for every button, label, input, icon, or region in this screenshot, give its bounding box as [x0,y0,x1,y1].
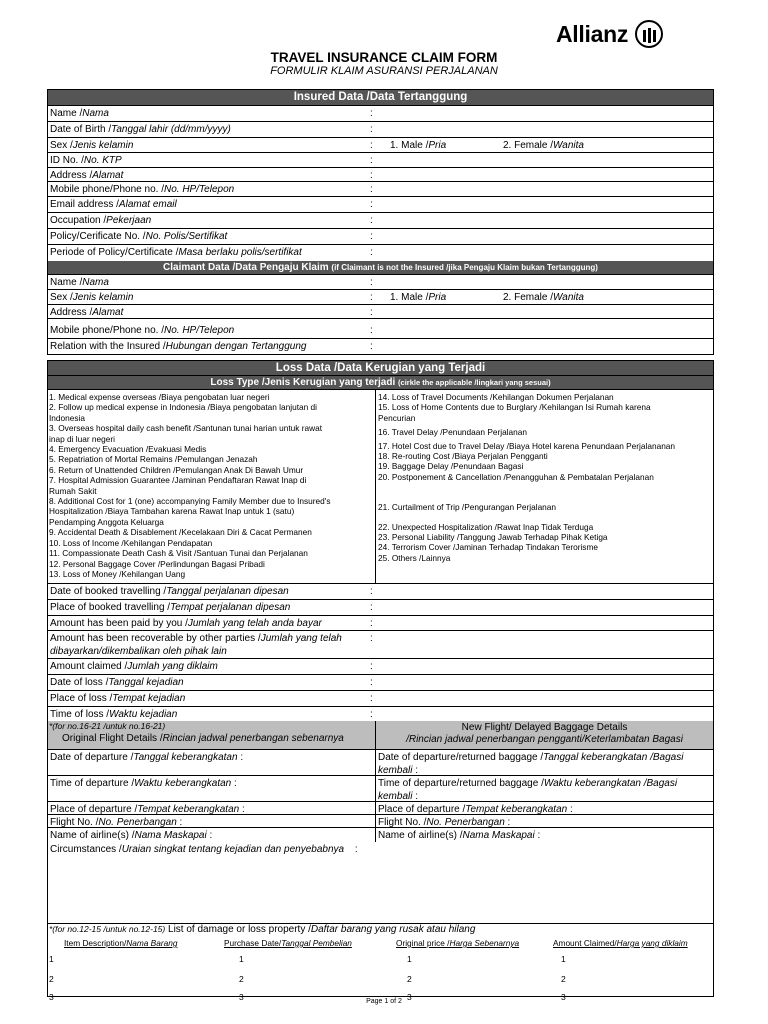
label-en: Date of loss / [50,677,109,688]
flight-details-header [48,721,713,750]
sex-option-male[interactable] [390,139,446,152]
header-en: Original price / [396,938,450,948]
loss-type-item[interactable]: 14. Loss of Travel Documents /Kehilangan Dokumen Perjalanan [378,392,614,402]
field-colon: : [370,292,373,303]
label-en: Name / [50,277,83,288]
loss-field-row[interactable] [48,616,713,631]
loss-type-item[interactable]: 6. Return of Unattended Children /Pemulangan Anak Di Bawah Umur [49,464,304,475]
label-en: Mobile phone/Phone no. / [50,325,164,336]
female-en: 2. Female / [503,140,554,151]
field-label [50,230,227,243]
field-label [50,123,231,136]
loss-field-row[interactable] [48,675,713,691]
label-en: Date of departure / [50,752,134,763]
label-en: Address / [50,307,93,318]
property-row-number[interactable]: 2 [49,974,54,984]
label-en: Amount has been recoverable by other parties / [50,633,261,644]
male-id: Pria [428,140,447,151]
new-flight-id: /Rincian jadwal penerbangan pengganti/Keterlambatan Bagasi [406,734,683,745]
label-id: Hubungan dengan Tertanggung [165,341,307,352]
insured-field-row[interactable] [48,213,713,229]
loss-type-item[interactable]: Pencurian [378,412,416,423]
property-row-number[interactable]: 2 [407,974,412,984]
insured-field-row[interactable] [48,182,713,197]
property-column-header [224,938,352,948]
label-id: Tempat kejadian [112,693,186,704]
field-colon: : [370,247,373,258]
loss-field-row[interactable] [48,584,713,600]
loss-type-item[interactable]: 18. Re-routing Cost /Biaya Perjalan Pengganti [378,451,548,462]
new-flight-field[interactable] [378,751,683,777]
label-id: Jenis kelamin [72,292,134,303]
loss-field-row[interactable] [48,600,713,616]
label-id: Pekerjaan [106,215,152,226]
label-id: Masa berlaku polis/sertifikat [178,247,302,258]
label-en: Time of departure / [50,778,135,789]
loss-type-item[interactable]: 22. Unexpected Hospitalization /Rawat Inap Tidak Terduga [378,521,594,532]
field-label [50,139,133,152]
label-id: Nama [82,277,109,288]
field-label [50,154,122,167]
loss-field-row[interactable] [48,631,713,659]
original-flight-field[interactable] [50,829,212,842]
loss-type-item[interactable]: 15. Loss of Home Contents due to Burglary /Kehilangan Isi Rumah karena [378,402,651,413]
label-id: Nama Maskapai [134,830,207,841]
insured-field-row[interactable] [48,197,713,213]
header-id: Harga Sebenarnya [449,938,520,948]
field-colon: : [370,140,373,151]
field-colon: : [370,661,373,672]
loss-type-note: (cirkle the applicable /lingkari yang sesuai) [398,378,551,387]
label-id: No. Polis/Sertifikat [145,231,228,242]
label-en: Date of departure/returned baggage / [378,752,544,763]
field-colon: : [534,830,541,841]
loss-type-item[interactable]: 9. Accidental Death & Disablement /Kecelakaan Diri & Cacat Permanen [49,527,312,538]
field-colon: : [370,677,373,688]
claimant-field-row[interactable] [48,319,713,339]
field-colon: : [370,215,373,226]
loss-type-title: Loss Type /Jenis Kerugian yang terjadi [210,377,396,388]
male-en: 1. Male / [390,140,429,151]
label-en: Place of departure / [378,804,466,815]
label-en: Periode of Policy/Certificate / [50,247,179,258]
label-en: Address / [50,170,93,181]
label-id: Tanggal perjalanan dipesan [166,586,289,597]
circumstances-label [50,844,358,855]
insured-field-row[interactable] [48,245,713,261]
loss-type-item[interactable]: 8. Additional Cost for 1 (one) accompanying Family Member due to Insured's [49,496,331,507]
property-row-number[interactable]: 1 [561,954,566,964]
loss-type-item[interactable]: 16. Travel Delay /Penundaan Perjalanan [378,427,527,438]
field-label [50,198,177,211]
field-colon: : [231,778,237,789]
label-id: Alamat [92,170,124,181]
field-colon: : [370,586,373,597]
claimant-header-title: Claimant Data /Data Pengaju Klaim [163,262,329,273]
original-flight-en: Original Flight Details / [62,733,163,744]
loss-type-item[interactable]: 19. Baggage Delay /Penundaan Bagasi [378,461,524,472]
label-en: Name of airline(s) / [378,830,463,841]
property-note: *(for no.12-15 /untuk no.12-15) [49,924,166,934]
label-en: ID No. / [50,155,84,166]
property-row-number[interactable]: 2 [561,974,566,984]
loss-type-item[interactable]: 21. Curtailment of Trip /Pengurangan Perjalanan [378,502,557,513]
field-colon: : [239,804,245,815]
label-en: Sex / [50,292,73,303]
label-id: Jumlah yang diklaim [127,661,218,672]
sex-option-male[interactable] [390,291,446,304]
original-flight-field[interactable] [50,777,237,790]
header-id: Tanggal Pembelian [281,938,352,948]
claimant-data-header [48,261,713,275]
label-id: Tempat keberangkatan [465,804,568,815]
label-id: No. Penerbangan [426,817,505,828]
brand-name: Allianz [556,20,629,47]
label-en: Place of booked travelling / [50,602,171,613]
field-label [50,107,109,120]
label-en: Occupation / [50,215,107,226]
loss-type-item[interactable]: 2. Follow up medical expense in Indonesia /Biaya pengobatan lanjutan di [49,402,317,413]
property-row-number[interactable]: 1 [49,954,54,964]
property-row-number[interactable]: 3 [407,992,412,1002]
field-label [50,585,289,598]
header-en: Amount Claimed/ [553,938,617,948]
loss-type-item[interactable]: 5. Repatriation of Mortal Remains /Pemulangan Jenazah [49,454,258,465]
field-label [50,340,307,353]
label-en: Date of Birth / [50,124,112,135]
loss-type-item[interactable]: Indonesia [49,412,85,423]
loss-data-header: Loss Data /Data Kerugian yang Terjadi [48,361,713,376]
field-colon: : [370,124,373,135]
insured-field-row[interactable] [48,168,713,182]
field-label [50,660,218,673]
field-colon: : [370,307,373,318]
label-en: Relation with the Insured / [50,341,166,352]
field-colon: : [370,184,373,195]
label-en: Flight No. / [50,817,99,828]
allianz-logo [556,18,663,50]
loss-type-item[interactable]: 12. Personal Baggage Cover /Perlindungan Bagasi Pribadi [49,558,265,569]
circumstances-colon: : [354,844,358,855]
label-en: Name of airline(s) / [50,830,135,841]
label-en: Place of loss / [50,693,113,704]
field-colon: : [370,633,373,644]
new-flight-field[interactable] [378,777,677,803]
label-en: Policy/Cerificate No. / [50,231,146,242]
property-title-id: Daftar barang yang rusak atau hilang [310,924,476,935]
new-flight-en: New Flight/ Delayed Baggage Details [461,722,628,733]
loss-type-list [48,390,713,584]
field-label [50,632,342,658]
insured-field-row[interactable] [48,138,713,153]
field-colon: : [370,709,373,720]
label-en: Sex / [50,140,73,151]
field-colon: : [370,108,373,119]
field-label [50,183,234,196]
field-label [50,692,185,705]
label-id: No. KTP [83,155,122,166]
label-id: Waktu keberangkatan [134,778,232,789]
field-label [50,306,123,319]
loss-field-row[interactable] [48,691,713,707]
new-flight-field[interactable] [378,829,540,842]
flight-detail-row [48,802,713,815]
label-en: Email address / [50,199,119,210]
label-en: Time of loss / [50,709,110,720]
loss-type-item[interactable]: inap di luar negeri [49,433,115,444]
property-row-number[interactable]: 1 [239,954,244,964]
field-colon: : [567,804,573,815]
property-column-header [64,938,177,948]
field-colon: : [412,765,419,776]
flight-details-note: *(for no.16-21 /untuk no.16-21) [49,721,166,731]
field-label [50,324,234,337]
field-colon: : [370,602,373,613]
claimant-header-note: (if Claimant is not the Insured /jika Pengaju Klaim bukan Tertanggung) [331,263,598,272]
insured-field-row[interactable] [48,153,713,168]
property-title-en: List of damage or loss property / [165,924,311,935]
label-en: Amount claimed / [50,661,128,672]
label-id-cont: kembali [378,791,413,802]
field-colon: : [370,693,373,704]
label-id: Tanggal keberangkatan /Bagasi [543,752,684,763]
label-id: Alamat [92,307,124,318]
label-id: Nama [82,108,109,119]
flight-detail-row [48,815,713,828]
property-row-number[interactable]: 3 [561,992,566,1002]
loss-type-item[interactable]: 17. Hotel Cost due to Travel Delay /Biaya Hotel karena Penundaan Perjalananan [378,440,676,451]
female-id: Wanita [553,140,584,151]
header-id: Nama Barang [126,938,178,948]
header-en: Item Description/ [64,938,127,948]
property-row-number[interactable]: 3 [49,992,54,1002]
loss-type-item[interactable]: 7. Hospital Admission Guarantee /Jaminan Pendaftaran Rawat Inap di [49,475,307,486]
sex-option-female[interactable] [503,291,584,304]
loss-type-item[interactable]: 10. Loss of Income /Kehilangan Pendapatan [49,537,213,548]
property-column-header [396,938,519,948]
claimant-field-row[interactable] [48,305,713,319]
loss-type-item[interactable]: 3. Overseas hospital daily cash benefit /Santunan tunai harian untuk rawat [49,423,323,434]
property-row-number[interactable]: 2 [239,974,244,984]
label-id: Tempat keberangkatan [137,804,240,815]
insured-field-row[interactable] [48,229,713,245]
flight-detail-row [48,750,713,776]
loss-field-row[interactable] [48,659,713,675]
property-column-header [553,938,688,948]
field-colon: : [370,618,373,629]
field-colon: : [176,817,183,828]
property-row-number[interactable]: 1 [407,954,412,964]
label-id: Jumlah yang telah [260,633,342,644]
field-colon: : [237,752,244,763]
label-id: Waktu kejadian [109,709,178,720]
header-id: Harga yang diklaim [616,938,688,948]
loss-type-item[interactable]: 13. Loss of Money /Kehilangan Uang [49,568,186,579]
insured-data-header: Insured Data /Data Tertanggung [48,90,713,106]
original-flight-field[interactable] [50,751,243,764]
circumstances-id: Uraian singkat tentang kejadian dan penyebabnya [121,844,345,855]
field-colon: : [370,170,373,181]
insured-claimant-section [47,89,714,355]
header-en: Purchase Date/ [224,938,282,948]
label-id: Waktu keberangkatan /Bagasi [543,778,678,789]
insured-field-row[interactable] [48,122,713,138]
insured-field-row[interactable] [48,106,713,122]
field-label [50,276,109,289]
label-id: No. HP/Telepon [163,325,235,336]
label-en: Date of booked travelling / [50,586,167,597]
field-label [50,291,133,304]
field-label [50,601,290,614]
property-row-number[interactable]: 3 [239,992,244,1002]
loss-type-item[interactable]: 25. Others /Lainnya [378,552,451,563]
field-colon: : [370,277,373,288]
female-id: Wanita [553,292,584,303]
loss-type-item[interactable]: 11. Compassionate Death Cash & Visit /Santuan Tunai dan Perjalanan [49,548,308,559]
field-label [50,676,184,689]
label-id: Nama Maskapai [462,830,535,841]
property-list [48,924,713,1009]
original-flight-title [62,733,344,744]
label-id: Tempat perjalanan dipesan [170,602,291,613]
flight-detail-row [48,776,713,802]
field-colon: : [370,155,373,166]
field-colon: : [370,341,373,352]
loss-type-item[interactable]: Rumah Sakit [49,485,97,496]
allianz-eagle-icon [635,20,663,48]
claimant-field-row[interactable] [48,290,713,305]
field-label [50,214,151,227]
loss-type-item[interactable]: 24. Terrorism Cover /Jaminan Terhadap Tindakan Terorisme [378,542,598,553]
field-label [50,617,322,630]
field-colon: : [370,325,373,336]
original-flight-id: Rincian jadwal penerbangan sebenarnya [162,733,344,744]
field-colon: : [206,830,213,841]
label-en: Amount has been paid by you / [50,618,188,629]
page-number: Page 1 of 2 [366,998,402,1005]
label-id-cont: kembali [378,765,413,776]
field-label [50,169,123,182]
field-colon: : [370,199,373,210]
field-label [50,708,177,721]
label-id-cont: dibayarkan/dikembalikan oleh pihak lain [50,646,227,657]
field-colon: : [504,817,511,828]
label-id: No. Penerbangan [98,817,177,828]
field-label [50,246,302,259]
female-en: 2. Female / [503,292,554,303]
loss-type-item[interactable]: Hospitalization /Biaya Tambahan karena Rawat Inap untuk 1 (satu) [49,506,295,517]
label-en: Name / [50,108,83,119]
label-id: Jenis kelamin [72,140,134,151]
loss-field-row[interactable] [48,707,713,721]
claimant-field-row[interactable] [48,275,713,290]
label-en: Time of departure/returned baggage / [378,778,544,789]
label-id: Alamat email [118,199,177,210]
loss-type-item[interactable]: 1. Medical expense overseas /Biaya pengobatan luar negeri [49,392,270,402]
field-colon: : [370,231,373,242]
flight-detail-row [48,828,713,842]
loss-type-header [48,376,713,390]
label-id: Jumlah yang telah anda bayar [187,618,322,629]
circumstances-en: Circumstances / [50,844,122,855]
label-en: Mobile phone/Phone no. / [50,184,164,195]
form-subtitle: FORMULIR KLAIM ASURANSI PERJALANAN [270,65,498,77]
male-id: Pria [428,292,447,303]
new-flight-title [376,722,713,746]
label-id: Tanggal kejadian [108,677,184,688]
loss-type-item[interactable]: Pendamping Anggota Keluarga [49,516,164,527]
sex-option-female[interactable] [503,139,584,152]
label-id: Tanggal keberangkatan [133,752,238,763]
claimant-field-row[interactable] [48,339,713,355]
label-id: Tanggal lahir (dd/mm/yyyy) [111,124,231,135]
loss-type-item[interactable]: 4. Emergency Evacuation /Evakuasi Medis [49,444,207,455]
label-en: Place of departure / [50,804,138,815]
label-id: No. HP/Telepon [163,184,235,195]
loss-type-item[interactable]: 23. Personal Liability /Tanggung Jawab Terhadap Pihak Ketiga [378,532,608,543]
circumstances-field[interactable] [48,842,713,924]
male-en: 1. Male / [390,292,429,303]
form-title: TRAVEL INSURANCE CLAIM FORM [270,50,498,65]
loss-type-item[interactable]: 20. Postponement & Cancellation /Penangguhan & Pembatalan Perjalanan [378,471,654,482]
label-en: Flight No. / [378,817,427,828]
field-colon: : [412,791,419,802]
